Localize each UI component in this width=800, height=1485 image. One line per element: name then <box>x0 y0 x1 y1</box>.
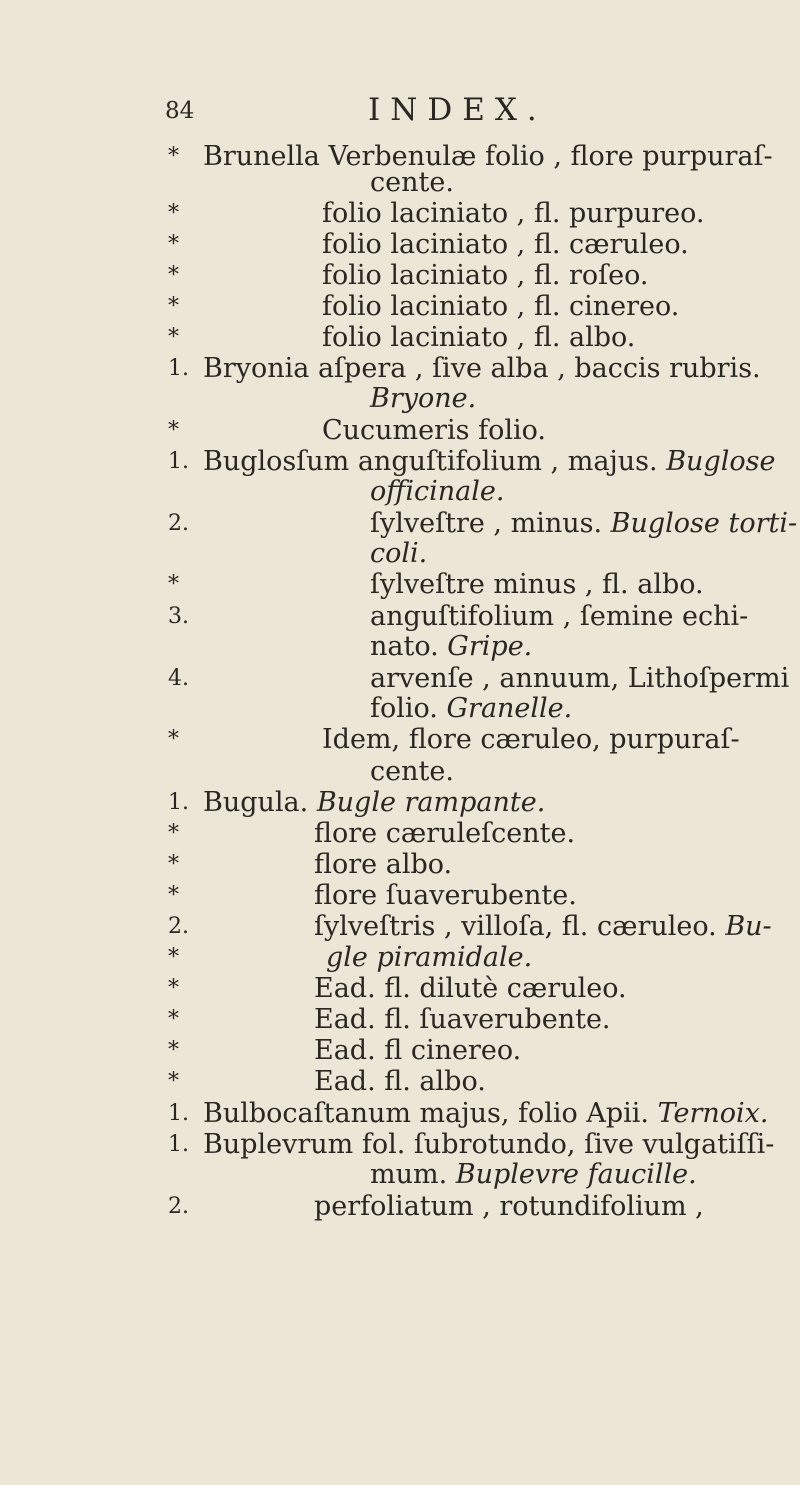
entry-marker: 1. <box>168 449 189 474</box>
index-line <box>0 1065 800 1099</box>
page-number: 84 <box>165 98 195 124</box>
entry-text <box>370 384 476 414</box>
entry-marker: 2. <box>168 914 189 939</box>
entry-vernacular-name: coli. <box>370 538 428 569</box>
index-line <box>0 1034 800 1068</box>
entry-roman-text: folio laciniato , fl. cæruleo. <box>322 229 689 260</box>
index-line <box>0 414 800 448</box>
entry-text <box>322 725 740 755</box>
entry-text <box>203 788 545 818</box>
index-line <box>0 259 800 293</box>
index-line <box>0 537 800 571</box>
index-line <box>0 1097 800 1131</box>
entry-vernacular-name: Bryone. <box>370 383 477 414</box>
entry-roman-text: Ead. fl. albo. <box>314 1066 486 1097</box>
entry-text <box>203 1130 774 1160</box>
index-line <box>0 321 800 355</box>
entry-roman-text: ſylveſtris , villoſa, fl. cæruleo. <box>314 911 726 942</box>
entry-text <box>203 447 775 477</box>
index-line <box>0 723 800 757</box>
entry-roman-text: Bryonia aſpera , ſive alba , baccis rubris. <box>203 353 761 384</box>
index-line <box>0 786 800 820</box>
entry-text <box>314 819 575 849</box>
index-line <box>0 507 800 541</box>
index-line <box>0 662 800 696</box>
entry-vernacular-name: Gripe. <box>447 631 533 662</box>
entry-text <box>370 757 454 787</box>
entry-roman-text: anguſtifolium , ſemine echi- <box>370 601 749 632</box>
entry-marker: * <box>168 201 179 226</box>
entry-roman-text: Ead. fl. dilutè cæruleo. <box>314 973 627 1004</box>
entry-text <box>322 230 689 260</box>
entry-marker: 1. <box>168 790 189 815</box>
entry-vernacular-name: Ternoix. <box>657 1098 769 1129</box>
entry-text <box>314 1036 521 1066</box>
entry-vernacular-name: Bu- <box>725 911 772 942</box>
entry-marker: * <box>168 325 179 350</box>
entry-text <box>314 912 772 942</box>
entry-roman-text: folio laciniato , fl. roſeo. <box>322 260 649 291</box>
entry-roman-text: ſylveſtre minus , fl. albo. <box>370 569 704 600</box>
index-line <box>0 910 800 944</box>
index-line <box>0 445 800 479</box>
entry-vernacular-name: gle piramidale. <box>326 942 533 973</box>
entry-marker: * <box>168 294 179 319</box>
index-line <box>0 1190 800 1224</box>
entry-roman-text: Buglosſum anguſtifolium , majus. <box>203 446 667 477</box>
entry-roman-text: cente. <box>370 756 454 787</box>
entry-marker: * <box>168 1007 179 1032</box>
entry-roman-text: Bugula. <box>203 787 317 818</box>
index-line <box>0 568 800 602</box>
entry-marker: * <box>168 263 179 288</box>
index-line <box>0 972 800 1006</box>
entry-text <box>203 354 761 384</box>
entry-text <box>370 1160 697 1190</box>
index-line <box>0 879 800 913</box>
index-line <box>0 941 800 975</box>
entry-marker: * <box>168 1038 179 1063</box>
index-line <box>0 475 800 509</box>
entry-text <box>326 943 532 973</box>
entry-text <box>370 477 504 507</box>
index-line <box>0 630 800 664</box>
entry-marker: 2. <box>168 1194 189 1219</box>
entry-text <box>370 694 572 724</box>
index-line <box>0 228 800 262</box>
index-line <box>0 166 800 200</box>
entry-text <box>370 632 532 662</box>
entry-marker: 2. <box>168 511 189 536</box>
index-line <box>0 352 800 386</box>
entry-roman-text: flore cæruleſcente. <box>314 818 576 849</box>
entry-marker: * <box>168 821 179 846</box>
entry-text <box>203 1099 768 1129</box>
index-line <box>0 817 800 851</box>
entry-vernacular-name: officinale. <box>370 476 505 507</box>
entry-marker: * <box>168 945 179 970</box>
entry-roman-text: folio laciniato , fl. albo. <box>322 322 636 353</box>
entry-marker: * <box>168 418 179 443</box>
index-line <box>0 600 800 634</box>
entry-roman-text: flore albo. <box>314 849 453 880</box>
entry-text <box>314 881 577 911</box>
entry-marker: * <box>168 976 179 1001</box>
entry-roman-text: Brunella Verbenulæ folio , flore purpuraſ- <box>203 141 773 172</box>
entry-vernacular-name: Bugle rampante. <box>316 787 546 818</box>
index-line <box>0 290 800 324</box>
index-line <box>0 1003 800 1037</box>
entry-text <box>322 292 679 322</box>
entry-marker: * <box>168 572 179 597</box>
entry-vernacular-name: Buglose torti- <box>610 508 798 539</box>
index-line <box>0 1158 800 1192</box>
entry-text <box>370 664 789 694</box>
entry-text <box>370 602 748 632</box>
entry-roman-text: Cucumeris folio. <box>322 415 547 446</box>
entry-roman-text: mum. <box>370 1159 456 1190</box>
entry-text <box>370 539 427 569</box>
index-line <box>0 197 800 231</box>
entry-roman-text: arvenſe , annuum, Lithoſpermi <box>370 663 790 694</box>
index-line <box>0 755 800 789</box>
entry-roman-text: flore ſuaverubente. <box>314 880 577 911</box>
entry-text <box>314 1067 486 1097</box>
entry-text <box>314 1005 611 1035</box>
entry-marker: 3. <box>168 604 189 629</box>
page-title: INDEX. <box>368 92 547 128</box>
entry-text <box>370 509 797 539</box>
entry-roman-text: folio laciniato , fl. cinereo. <box>322 291 680 322</box>
entry-marker: 1. <box>168 1132 189 1157</box>
entry-text <box>314 974 627 1004</box>
entry-roman-text: folio. <box>370 693 447 724</box>
entry-text <box>370 168 454 198</box>
entry-roman-text: nato. <box>370 631 448 662</box>
index-line <box>0 1128 800 1162</box>
entry-marker: * <box>168 883 179 908</box>
entry-vernacular-name: Buplevre faucille. <box>455 1159 697 1190</box>
entry-marker: * <box>168 852 179 877</box>
entry-roman-text: Buplevrum fol. ſubrotundo, ſive vulgatiſſi- <box>203 1129 775 1160</box>
entry-vernacular-name: Buglose <box>666 446 776 477</box>
entry-text <box>322 199 705 229</box>
entry-marker: * <box>168 144 179 169</box>
index-line <box>0 848 800 882</box>
entry-vernacular-name: Granelle. <box>446 693 573 724</box>
entry-text <box>322 323 635 353</box>
entry-roman-text: folio laciniato , fl. purpureo. <box>322 198 705 229</box>
entry-text <box>314 850 452 880</box>
entry-roman-text: Ead. fl. ſuaverubente. <box>314 1004 611 1035</box>
entry-roman-text: Ead. fl cinereo. <box>314 1035 522 1066</box>
entry-roman-text: ſylveſtre , minus. <box>370 508 611 539</box>
entry-text <box>322 261 649 291</box>
index-line <box>0 692 800 726</box>
entry-roman-text: cente. <box>370 167 454 198</box>
entry-text <box>322 416 546 446</box>
entry-marker: 4. <box>168 666 189 691</box>
entry-roman-text: Idem, flore cæruleo, purpuraſ- <box>322 724 740 755</box>
entry-text <box>314 1192 704 1222</box>
index-line <box>0 382 800 416</box>
entry-marker: 1. <box>168 356 189 381</box>
entry-roman-text: Bulbocaſtanum majus, folio Apii. <box>203 1098 658 1129</box>
entry-marker: * <box>168 1069 179 1094</box>
entry-text <box>370 570 704 600</box>
entry-marker: * <box>168 727 179 752</box>
entry-marker: 1. <box>168 1101 189 1126</box>
entry-roman-text: perfoliatum , rotundifolium , <box>314 1191 704 1222</box>
entry-marker: * <box>168 232 179 257</box>
